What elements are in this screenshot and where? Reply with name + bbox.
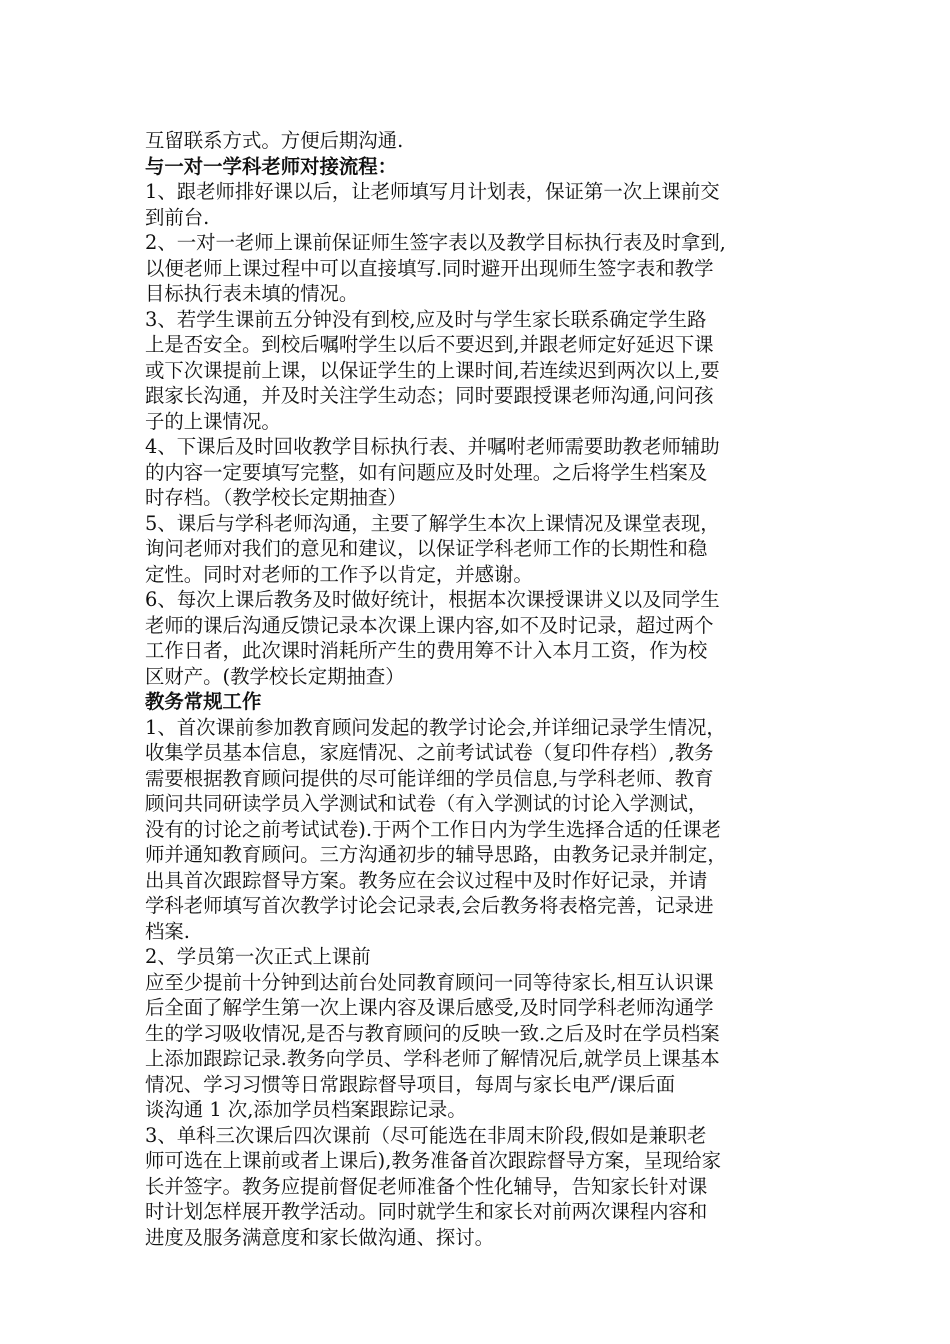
- text-line: 1、跟老师排好课以后，让老师填写月计划表，保证第一次上课前交: [145, 180, 720, 203]
- text-line: 时存档。（教学校长定期抽查）: [145, 486, 407, 509]
- text-line: 互留联系方式。方便后期沟通.: [145, 129, 404, 152]
- text-line: 谈沟通 1 次,添加学员档案跟踪记录。: [145, 1098, 467, 1121]
- text-line: 到前台.: [145, 205, 210, 229]
- text-line: 档案.: [145, 919, 190, 943]
- text-line: 以便老师上课过程中可以直接填写.同时避开出现师生签字表和教学: [145, 256, 714, 280]
- text-line: 收集学员基本信息，家庭情况、之前考试试卷（复印件存档）,教务: [145, 741, 714, 764]
- text-line: 2、学员第一次正式上课前: [145, 945, 371, 968]
- text-line: 1、首次课前参加教育顾问发起的教学讨论会,并详细记录学生情况，: [145, 715, 726, 739]
- text-line: 跟家长沟通，并及时关注学生动态；同时要跟授课老师沟通,问问孩: [145, 384, 714, 407]
- text-line: 时计划怎样展开教学活动。同时就学生和家长对前两次课程内容和: [145, 1200, 708, 1223]
- text-line: 工作日者，此次课时消耗所产生的费用筹不计入本月工资，作为校: [145, 639, 708, 662]
- text-line: 没有的讨论之前考试试卷).于两个工作日内为学生选择合适的任课老: [145, 817, 722, 841]
- text-line: 学科老师填写首次教学讨论会记录表,会后教务将表格完善，记录进: [145, 894, 714, 917]
- text-line: 5、课后与学科老师沟通，主要了解学生本次上课情况及课堂表现，: [145, 511, 720, 535]
- text-line: 3、单科三次课后四次课前（尽可能选在非周末阶段,假如是兼职老: [145, 1123, 707, 1147]
- text-line: 询问老师对我们的意见和建议，以保证学科老师工作的长期性和稳: [145, 537, 708, 560]
- text-line: 或下次课提前上课，以保证学生的上课时间,若连续迟到两次以上,要: [145, 358, 720, 382]
- text-line: 3、若学生课前五分钟没有到校,应及时与学生家长联系确定学生路: [145, 307, 707, 331]
- section-heading: 教务常规工作: [145, 690, 262, 713]
- text-line: 上添加跟踪记录.教务向学员、学科老师了解情况后,就学员上课基本: [145, 1047, 720, 1070]
- text-line: 师可选在上课前或者上课后),教务准备首次跟踪督导方案，呈现给家: [145, 1149, 722, 1172]
- text-line: 4、下课后及时回收教学目标执行表、并嘱咐老师需要助教老师辅助: [145, 435, 720, 458]
- text-line: 顾问共同研读学员入学测试和试卷（有入学测试的讨论入学测试，: [145, 792, 708, 815]
- text-line: 长并签字。教务应提前督促老师准备个性化辅导，告知家长针对课: [145, 1174, 708, 1198]
- section-heading: 与一对一学科老师对接流程：: [145, 154, 398, 178]
- text-line: 师并通知教育顾问。三方沟通初步的辅导思路，由教务记录并制定，: [145, 843, 727, 866]
- text-line: 应至少提前十分钟到达前台处同教育顾问一同等待家长,相互认识课: [145, 970, 714, 994]
- text-line: 2、一对一老师上课前保证师生签字表以及教学目标执行表及时拿到,: [145, 231, 726, 254]
- text-line: 出具首次跟踪督导方案。教务应在会议过程中及时作好记录，并请: [145, 868, 708, 892]
- text-line: 后全面了解学生第一次上课内容及课后感受,及时同学科老师沟通学: [145, 996, 714, 1019]
- text-line: 上是否安全。到校后嘱咐学生以后不要迟到,并跟老师定好延迟下课: [145, 333, 714, 356]
- text-line: 目标执行表未填的情况。: [145, 282, 359, 305]
- text-line: 区财产。(教学校长定期抽查）: [145, 664, 405, 688]
- text-line: 进度及服务满意度和家长做沟通、探讨。: [145, 1225, 495, 1249]
- text-line: 老师的课后沟通反馈记录本次课上课内容,如不及时记录，超过两个: [145, 613, 714, 637]
- text-line: 需要根据教育顾问提供的尽可能详细的学员信息,与学科老师、教育: [145, 766, 714, 790]
- text-line: 的内容一定要填写完整，如有问题应及时处理。之后将学生档案及: [145, 460, 708, 484]
- text-line: 6、每次上课后教务及时做好统计，根据本次课授课讲义以及同学生: [145, 588, 720, 611]
- text-line: 生的学习吸收情况,是否与教育顾问的反映一致.之后及时在学员档案: [145, 1021, 720, 1045]
- text-line: 情况、学习习惯等日常跟踪督导项目，每周与家长电严/课后面: [145, 1072, 676, 1096]
- document-body: [145, 128, 813, 1250]
- text-line: 定性。同时对老师的工作予以肯定，并感谢。: [145, 562, 533, 586]
- text-line: 子的上课情况。: [145, 409, 281, 433]
